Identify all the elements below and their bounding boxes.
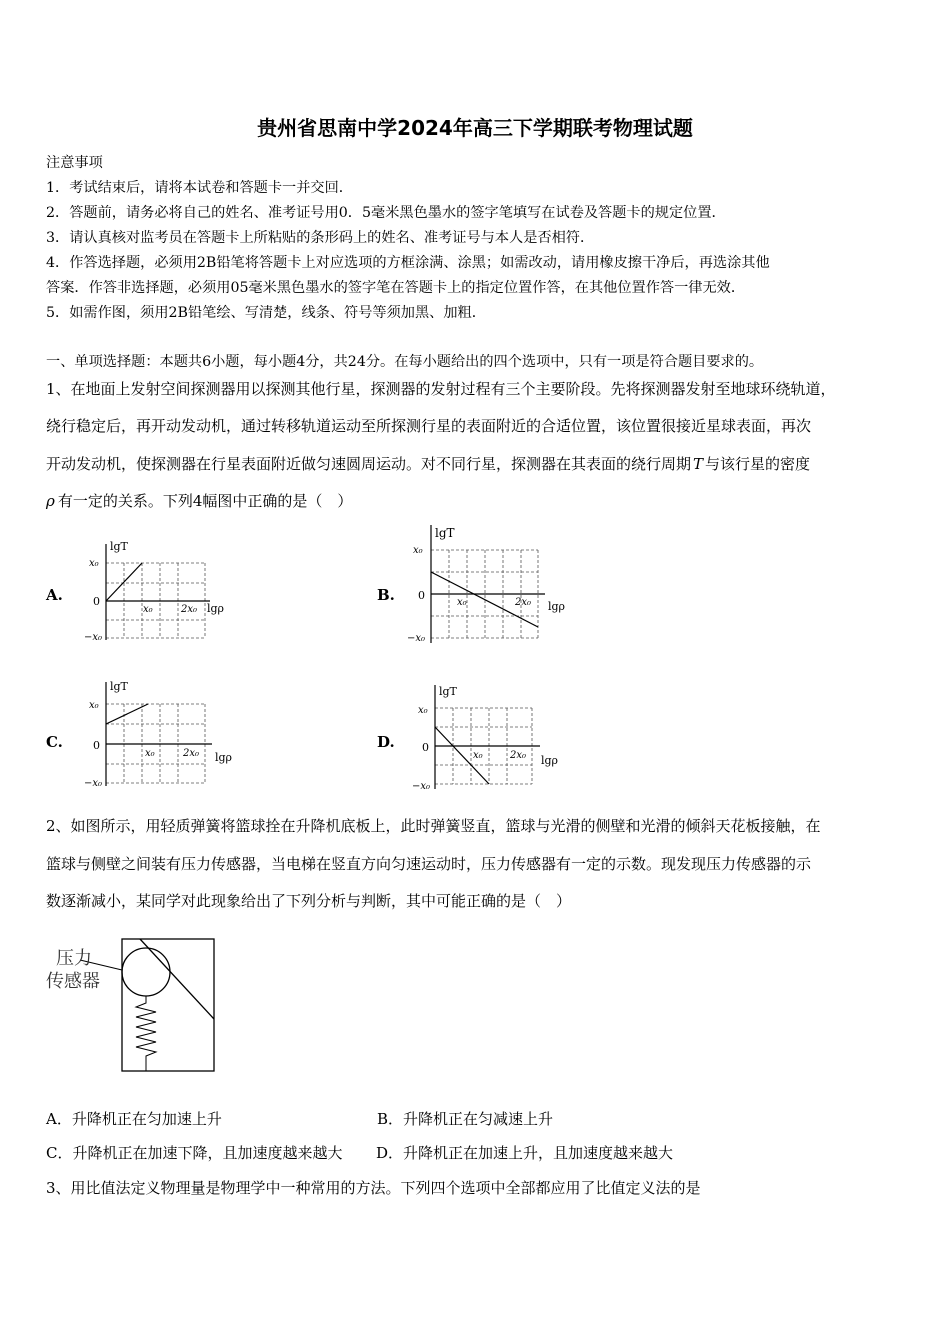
q2-option-a: A．升降机正在匀加速上升 bbox=[46, 1110, 222, 1128]
q3-line: 3、用比值法定义物理量是物理学中一种常用的方法。下列四个选项中全部都应用了比值定义法的是 bbox=[46, 1179, 701, 1197]
graph-a-x0-tick: x₀ bbox=[89, 558, 99, 569]
graph-b-zero: 0 bbox=[418, 589, 425, 602]
graph-d bbox=[410, 683, 570, 798]
graph-d-x0-xtick: x₀ bbox=[473, 750, 483, 761]
notice-item: 1．考试结束后，请将本试卷和答题卡一并交回． bbox=[46, 180, 353, 196]
q1-line: 1、在地面上发射空间探测器用以探测其他行星，探测器的发射过程有三个主要阶段。先将探测器发射至地球环绕轨道， bbox=[46, 380, 836, 398]
q2-line: 2、如图所示，用轻质弹簧将篮球拴在升降机底板上，此时弹簧竖直，篮球与光滑的侧壁和光滑的倾斜天花板接触，在 bbox=[46, 817, 821, 835]
graph-c-x0-xtick: x₀ bbox=[145, 748, 155, 759]
q1-line-part: 有一定的关系。下列4幅图中正确的是（ ） bbox=[57, 492, 353, 510]
graph-a-zero: 0 bbox=[93, 595, 100, 608]
q2-line: 数逐渐减小，某同学对此现象给出了下列分析与判断，其中可能正确的是（ ） bbox=[46, 892, 572, 910]
graph-d-2x0-xtick: 2x₀ bbox=[510, 750, 527, 761]
notice-item: 2．答题前，请务必将自己的姓名、准考证号用0．5毫米黑色墨水的签字笔填写在试卷及答题卡的规定位置． bbox=[46, 205, 726, 221]
graph-d-zero: 0 bbox=[422, 741, 429, 754]
graph-a bbox=[82, 536, 232, 648]
q1-line-part: 开动发动机，使探测器在行星表面附近做匀速圆周运动。对不同行星，探测器在其表面的绕行周期 bbox=[46, 455, 692, 473]
graph-b bbox=[405, 523, 575, 653]
graph-c-x0-tick: x₀ bbox=[89, 700, 99, 711]
q1-line bbox=[46, 490, 352, 511]
q1-line-part: 与该行星的密度 bbox=[705, 455, 811, 473]
sensor-label-line1: 压力 bbox=[56, 948, 92, 969]
q1-line: 绕行稳定后，再开动发动机，通过转移轨道运动至所探测行星的表面附近的合适位置，该位置很接近星球表面，再次 bbox=[46, 417, 812, 435]
graph-d-xlabel: lgρ bbox=[541, 754, 559, 767]
section-header: 一、单项选择题：本题共6小题，每小题4分，共24分。在每小题给出的四个选项中，只有一项是符合题目要求的。 bbox=[46, 354, 764, 370]
notice-item: 答案．作答非选择题，必须用05毫米黑色墨水的签字笔在答题卡上的指定位置作答，在其他位置作答一律无效． bbox=[46, 280, 746, 296]
graph-a-ylabel: lgT bbox=[110, 540, 128, 553]
graph-a-negx0-tick: −x₀ bbox=[84, 632, 103, 643]
graph-d-negx0-tick: −x₀ bbox=[412, 781, 431, 792]
graph-c-zero: 0 bbox=[93, 739, 100, 752]
graph-b-2x0-xtick: 2x₀ bbox=[515, 597, 532, 608]
option-d-label: D. bbox=[377, 733, 395, 751]
graph-c bbox=[82, 678, 242, 793]
sensor-label-line2: 传感器 bbox=[46, 971, 100, 992]
option-b-label: B. bbox=[377, 586, 395, 604]
notice-heading: 注意事项 bbox=[46, 155, 103, 171]
q2-option-b: B．升降机正在匀减速上升 bbox=[377, 1110, 554, 1128]
option-a-label: A. bbox=[46, 586, 63, 604]
density-symbol: ρ bbox=[46, 492, 55, 510]
graph-a-xlabel: lgρ bbox=[207, 602, 225, 615]
graph-b-negx0-tick: −x₀ bbox=[407, 633, 426, 644]
notice-item: 5．如需作图，须用2B铅笔绘、写清楚，线条、符号等须加黑、加粗． bbox=[46, 305, 486, 321]
q2-option-c: C．升降机正在加速下降，且加速度越来越大 bbox=[46, 1144, 343, 1162]
q2-line: 篮球与侧壁之间装有压力传感器，当电梯在竖直方向匀速运动时，压力传感器有一定的示数。现发现压力传感器的示 bbox=[46, 855, 812, 873]
elevator-diagram bbox=[40, 935, 225, 1075]
graph-c-negx0-tick: −x₀ bbox=[84, 778, 103, 789]
graph-c-xlabel: lgρ bbox=[215, 751, 233, 764]
graph-b-xlabel: lgρ bbox=[548, 600, 566, 613]
period-symbol: T bbox=[693, 455, 704, 473]
graph-c-2x0-xtick: 2x₀ bbox=[183, 748, 200, 759]
notice-item: 3．请认真核对监考员在答题卡上所粘贴的条形码上的姓名、准考证号与本人是否相符． bbox=[46, 230, 595, 246]
option-c-label: C. bbox=[46, 733, 63, 751]
graph-b-x0-xtick: x₀ bbox=[457, 597, 467, 608]
graph-d-ylabel: lgT bbox=[439, 685, 457, 698]
graph-c-ylabel: lgT bbox=[110, 680, 128, 693]
graph-a-x0-xtick: x₀ bbox=[143, 604, 153, 615]
graph-d-x0-tick: x₀ bbox=[418, 705, 428, 716]
graph-a-2x0-xtick: 2x₀ bbox=[181, 604, 198, 615]
graph-b-ylabel: lgT bbox=[435, 526, 455, 540]
q2-option-d: D．升降机正在加速上升，且加速度越来越大 bbox=[376, 1144, 674, 1162]
graph-b-x0-tick: x₀ bbox=[413, 545, 423, 556]
notice-item: 4．作答选择题，必须用2B铅笔将答题卡上对应选项的方框涂满、涂黑；如需改动，请用橡皮擦干净后，再选涂其他 bbox=[46, 255, 770, 271]
page-title: 贵州省思南中学2024年高三下学期联考物理试题 bbox=[257, 116, 693, 140]
q1-line bbox=[46, 453, 810, 474]
